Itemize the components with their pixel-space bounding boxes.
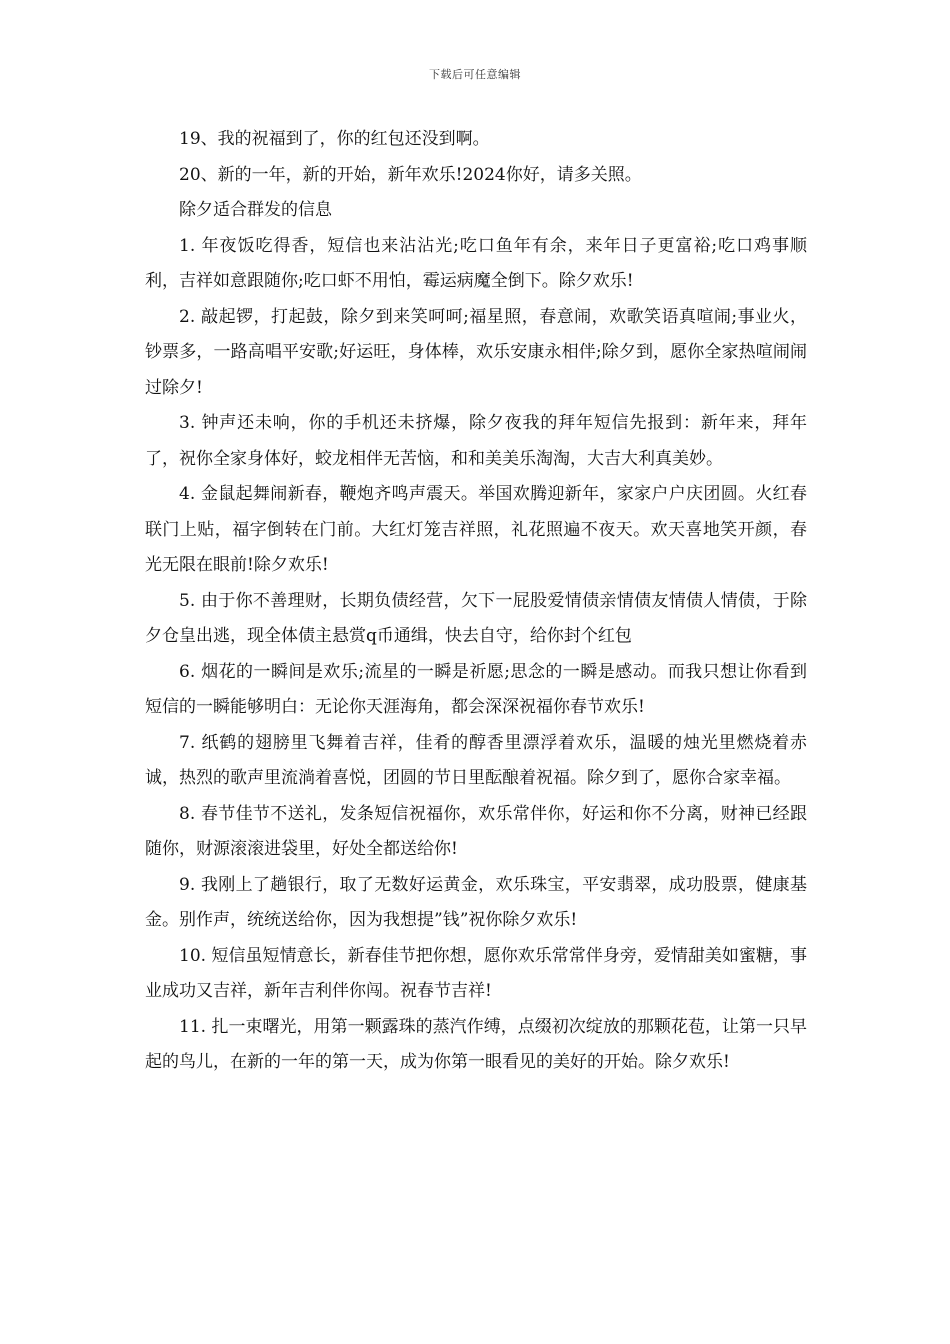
message-9: 9. 我刚上了趟银行，取了无数好运黄金，欢乐珠宝，平安翡翠，成功股票，健康基金。别作声，统统送给你，因为我想提”钱”祝你除夕欢乐! <box>145 874 807 930</box>
message-4: 4. 金鼠起舞闹新春，鞭炮齐鸣声震天。举国欢腾迎新年，家家户户庆团圆。火红春联门上贴，福字倒转在门前。大红灯笼吉祥照，礼花照遍不夜天。欢天喜地笑开颜，春光无限在眼前!除夕欢乐! <box>145 484 807 575</box>
message-10: 10. 短信虽短情意长，新春佳节把你想，愿你欢乐常常伴身旁，爱情甜美如蜜糖，事业成功又吉祥，新年吉利伴你闯。祝春节吉祥! <box>145 945 807 1001</box>
message-7: 7. 纸鹤的翅膀里飞舞着吉祥，佳肴的醇香里漂浮着欢乐，温暖的烛光里燃烧着赤诚，热烈的歌声里流淌着喜悦，团圆的节日里酝酿着祝福。除夕到了，愿你合家幸福。 <box>145 732 807 788</box>
message-5: 5. 由于你不善理财，长期负债经营，欠下一屁股爱情债亲情债友情债人情债，于除夕仓皇出逃，现全体债主悬赏q币通缉，快去自守，给你封个红包 <box>145 590 807 646</box>
message-1: 1. 年夜饭吃得香，短信也来沾沾光;吃口鱼年有余，来年日子更富裕;吃口鸡事顺利，吉祥如意跟随你;吃口虾不用怕，霉运病魔全倒下。除夕欢乐! <box>145 235 807 291</box>
document-body <box>145 122 807 1081</box>
message-2: 2. 敲起锣，打起鼓，除夕到来笑呵呵;福星照，春意闹，欢歌笑语真喧闹;事业火，钞票多，一路高唱平安歌;好运旺，身体棒，欢乐安康永相伴;除夕到，愿你全家热喧闹闹过除夕! <box>145 306 807 398</box>
message-3: 3. 钟声还未响，你的手机还未挤爆，除夕夜我的拜年短信先报到：新年来，拜年了，祝你全家身体好，蛟龙相伴无苦恼，和和美美乐淘淘，大吉大利真美妙。 <box>145 413 807 469</box>
section-heading: 除夕适合群发的信息 <box>179 200 332 220</box>
message-11: 11. 扎一束曙光，用第一颗露珠的蒸汽作缚，点缀初次绽放的那颗花苞，让第一只早起的鸟儿，在新的一年的第一天，成为你第一眼看见的美好的开始。除夕欢乐! <box>145 1016 807 1072</box>
page-header: 下载后可任意编辑 <box>429 68 521 81</box>
paragraph-19: 19、我的祝福到了，你的红包还没到啊。 <box>179 129 490 149</box>
message-8: 8. 春节佳节不送礼，发条短信祝福你，欢乐常伴你，好运和你不分离，财神已经跟随你，财源滚滚进袋里，好处全都送给你! <box>145 803 807 859</box>
paragraph-20: 20、新的一年，新的开始，新年欢乐!2024你好，请多关照。 <box>179 164 642 185</box>
message-6: 6. 烟花的一瞬间是欢乐;流星的一瞬是祈愿;思念的一瞬是感动。而我只想让你看到短信的一瞬能够明白：无论你天涯海角，都会深深祝福你春节欢乐! <box>145 661 807 717</box>
